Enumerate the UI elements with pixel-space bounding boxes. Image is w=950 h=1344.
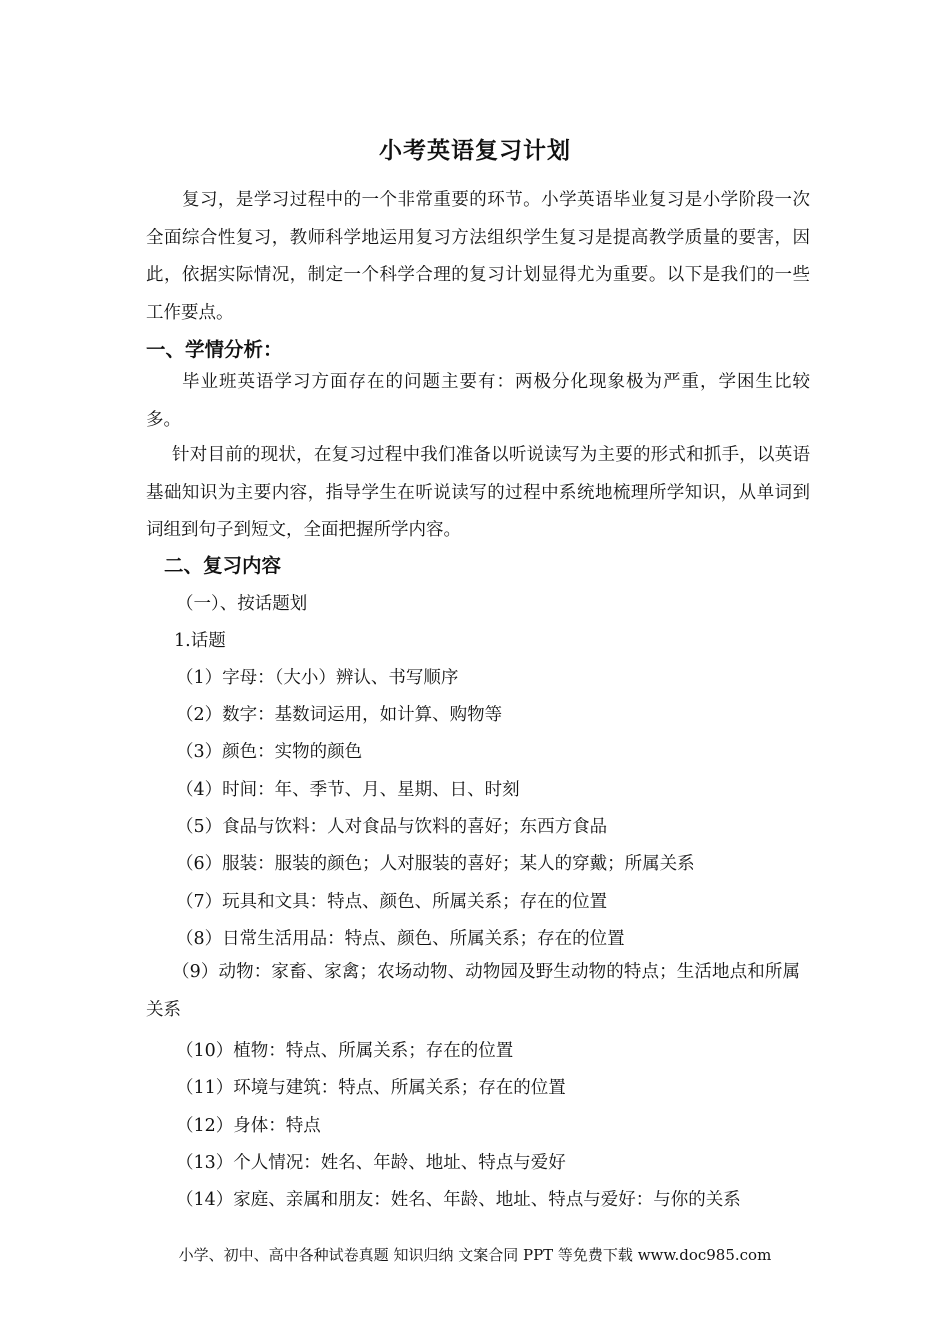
list-item: （13）个人情况：姓名、年龄、地址、特点与爱好 [176, 1153, 566, 1173]
list-item-wrapped: （9）动物：家畜、家禽；农场动物、动物园及野生动物的特点；生活地点和所属关系 [146, 962, 800, 1020]
analysis-paragraph-1: 毕业班英语学习方面存在的问题主要有：两极分化现象极为严重，学困生比较多。 [146, 372, 810, 430]
analysis-paragraph-2: 针对目前的现状，在复习过程中我们准备以听说读写为主要的形式和抓手，以英语基础知识为主要内容，指导学生在听说读写的过程中系统地梳理所学知识，从单词到词组到句子到短文，全面把握所学内容。 [146, 445, 810, 540]
list-item: （4）时间：年、季节、月、星期、日、时刻 [176, 780, 520, 800]
page-footer: 小学、初中、高中各种试卷真题 知识归纳 文案合同 PPT 等免费下载 www.doc985.com [178, 1246, 772, 1264]
list-item: （8）日常生活用品：特点、颜色、所属关系；存在的位置 [176, 929, 625, 949]
list-item: （6）服装：服装的颜色；人对服装的喜好；某人的穿戴；所属关系 [176, 854, 695, 874]
intro-paragraph: 复习，是学习过程中的一个非常重要的环节。小学英语毕业复习是小学阶段一次全面综合性复习，教师科学地运用复习方法组织学生复习是提高教学质量的要害，因此，依据实际情况，制定一个科学合理的复习计划显得尤为重要。以下是我们的一些工作要点。 [146, 190, 810, 323]
list-item: （11）环境与建筑：特点、所属关系；存在的位置 [176, 1078, 566, 1098]
list-item: （2）数字：基数词运用，如计算、购物等 [176, 705, 503, 725]
list-item: （12）身体：特点 [176, 1116, 321, 1136]
subsection-label: （一）、按话题划 [176, 594, 308, 614]
list-item: （5）食品与饮料：人对食品与饮料的喜好；东西方食品 [176, 817, 608, 837]
list-item: （1）字母：（大小）辨认、书写顺序 [176, 668, 459, 688]
list-item: （3）颜色：实物的颜色 [176, 742, 363, 762]
topic-label: 1.话题 [174, 631, 226, 651]
list-item: （10）植物：特点、所属关系；存在的位置 [176, 1041, 514, 1061]
list-item: （7）玩具和文具：特点、颜色、所属关系；存在的位置 [176, 892, 608, 912]
section-heading-analysis: 一、学情分析： [146, 338, 283, 361]
list-item: （14）家庭、亲属和朋友：姓名、年龄、地址、特点与爱好：与你的关系 [176, 1190, 741, 1210]
page-title: 小考英语复习计划 [379, 137, 571, 164]
section-heading-content: 二、复习内容 [164, 554, 282, 577]
